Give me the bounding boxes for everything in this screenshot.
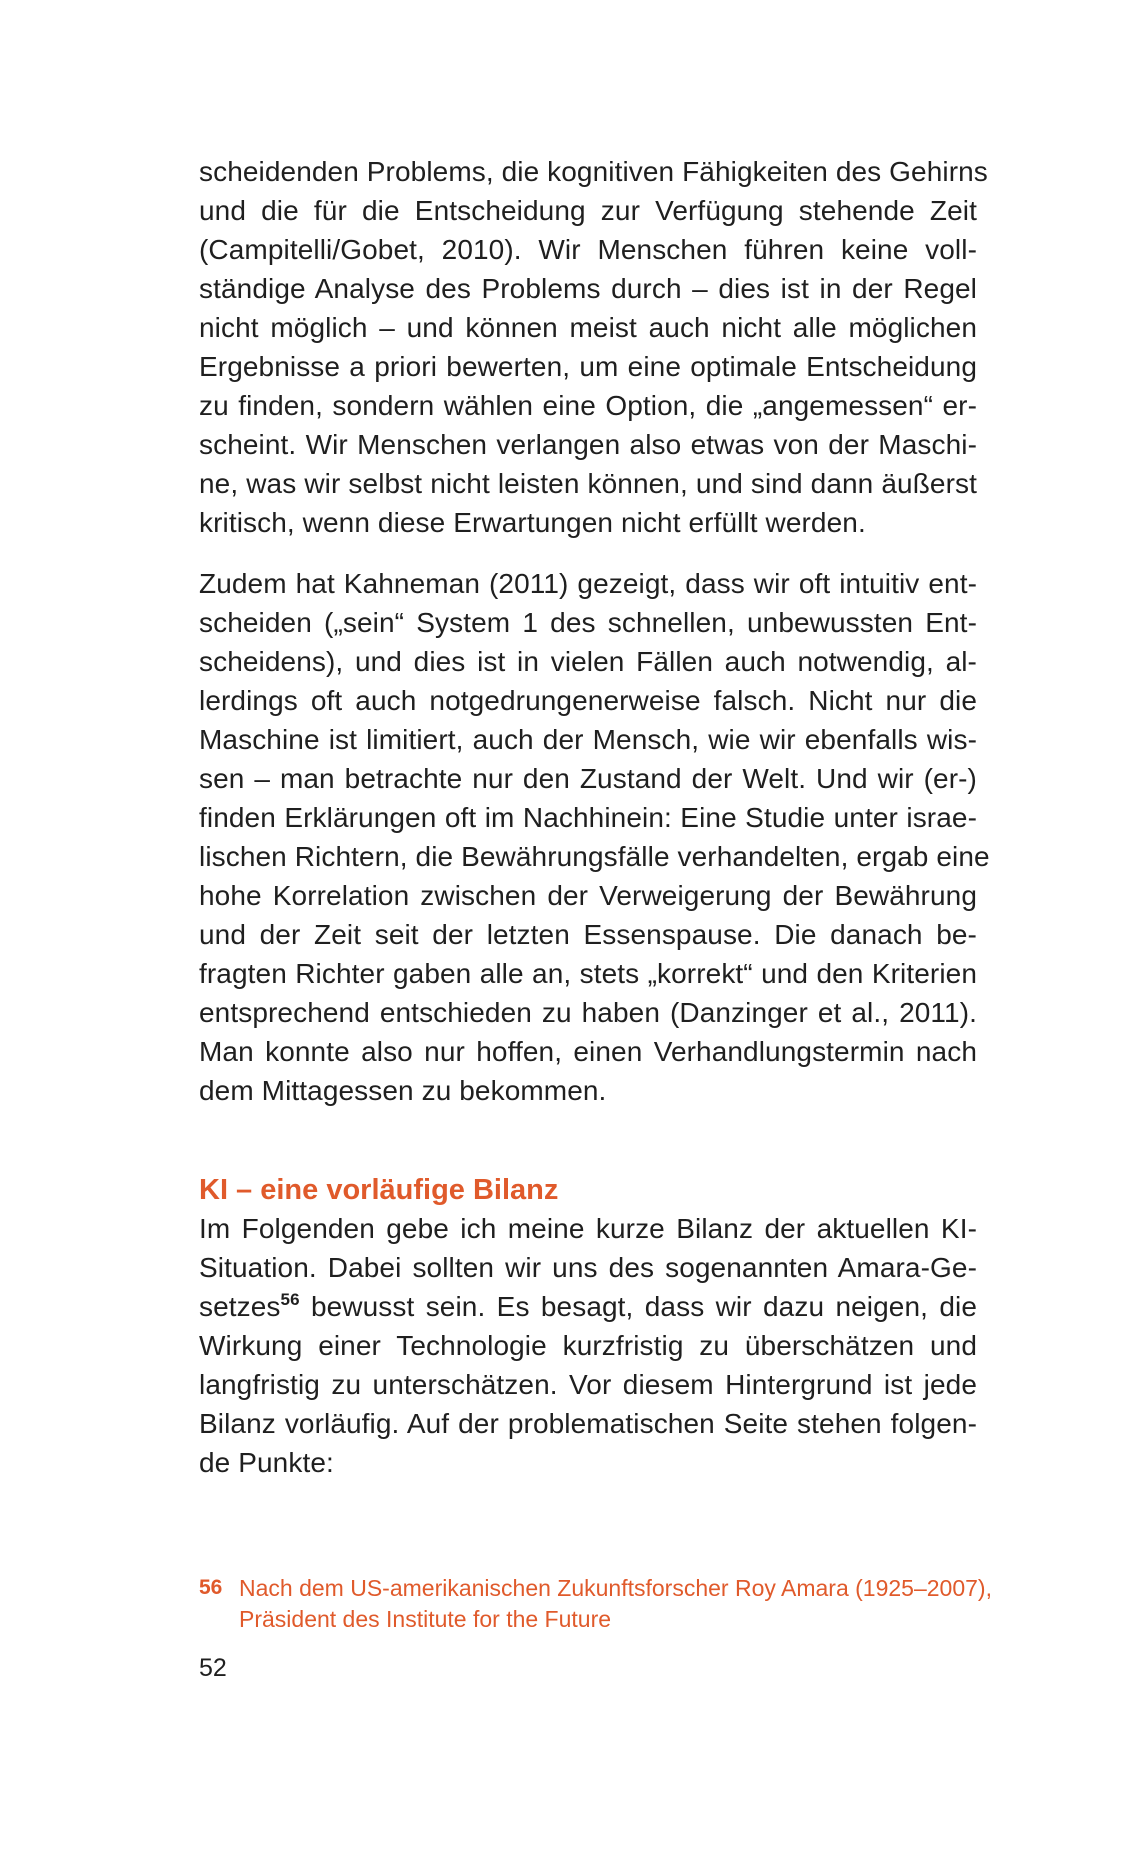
footnote-reference[interactable]: 56 <box>280 1290 300 1309</box>
text-line: scheiden („sein“ System 1 des schnellen, unbewussten Ent- <box>199 607 977 638</box>
footnote-line: Nach dem US-amerikanischen Zukunftsforscher Roy Amara (1925–2007), <box>239 1575 992 1601</box>
text-line: scheidens), und dies ist in vielen Fällen auch notwendig, al- <box>199 646 977 677</box>
text-line: langfristig zu unterschätzen. Vor diesem Hintergrund ist jede <box>199 1369 977 1400</box>
text-line: finden Erklärungen oft im Nachhinein: Eine Studie unter israe- <box>199 802 977 833</box>
text-line: ne, was wir selbst nicht leisten können, und sind dann äußerst <box>199 468 977 499</box>
text-line-with-footnote <box>199 1287 977 1327</box>
text-line: scheint. Wir Menschen verlangen also etwas von der Maschi- <box>199 429 977 460</box>
text-line: sen – man betrachte nur den Zustand der Welt. Und wir (er-) <box>199 763 977 794</box>
text-line: hohe Korrelation zwischen der Verweigerung der Bewährung <box>199 880 977 911</box>
text-line: Zudem hat Kahneman (2011) gezeigt, dass wir oft intuitiv ent- <box>199 568 977 599</box>
text-line: Man konnte also nur hoffen, einen Verhandlungstermin nach <box>199 1036 977 1067</box>
text-line: (Campitelli/Gobet, 2010). Wir Menschen führen keine voll- <box>199 234 977 265</box>
text-line: Situation. Dabei sollten wir uns des sogenannten Amara-Ge- <box>199 1252 977 1283</box>
text-line: entsprechend entschieden zu haben (Danzinger et al., 2011). <box>199 997 977 1028</box>
text-segment: bewusst sein. Es besagt, dass wir dazu neigen, die <box>299 1291 977 1322</box>
text-line: fragten Richter gaben alle an, stets „korrekt“ und den Kriterien <box>199 958 977 989</box>
text-line: Wirkung einer Technologie kurzfristig zu überschätzen und <box>199 1330 977 1361</box>
text-line: nicht möglich – und können meist auch nicht alle möglichen <box>199 312 977 343</box>
text-line: und der Zeit seit der letzten Essenspause. Die danach be- <box>199 919 977 950</box>
page-number: 52 <box>199 1654 227 1682</box>
text-line: und die für die Entscheidung zur Verfügung stehende Zeit <box>199 195 977 226</box>
text-line: Im Folgenden gebe ich meine kurze Bilanz der aktuellen KI- <box>199 1213 977 1244</box>
text-line: de Punkte: <box>199 1447 334 1478</box>
footnote-number: 56 <box>199 1576 223 1599</box>
text-line: Ergebnisse a priori bewerten, um eine optimale Entscheidung <box>199 351 977 382</box>
text-line: kritisch, wenn diese Erwartungen nicht erfüllt werden. <box>199 507 866 538</box>
text-line: Bilanz vorläufig. Auf der problematischen Seite stehen folgen- <box>199 1408 977 1439</box>
text-line: Maschine ist limitiert, auch der Mensch, wie wir ebenfalls wis- <box>199 724 977 755</box>
text-line: scheidenden Problems, die kognitiven Fähigkeiten des Gehirns <box>199 156 988 187</box>
text-line: lerdings oft auch notgedrungenerweise falsch. Nicht nur die <box>199 685 977 716</box>
text-line: ständige Analyse des Problems durch – dies ist in der Regel <box>199 273 977 304</box>
text-line: dem Mittagessen zu bekommen. <box>199 1075 607 1106</box>
text-segment: setzes <box>199 1291 281 1322</box>
text-line: zu finden, sondern wählen eine Option, die „angemessen“ er- <box>199 390 977 421</box>
footnote-line: Präsident des Institute for the Future <box>239 1606 612 1632</box>
text-line: lischen Richtern, die Bewährungsfälle verhandelten, ergab eine <box>199 841 990 872</box>
section-heading: KI – eine vorläufige Bilanz <box>199 1174 559 1206</box>
